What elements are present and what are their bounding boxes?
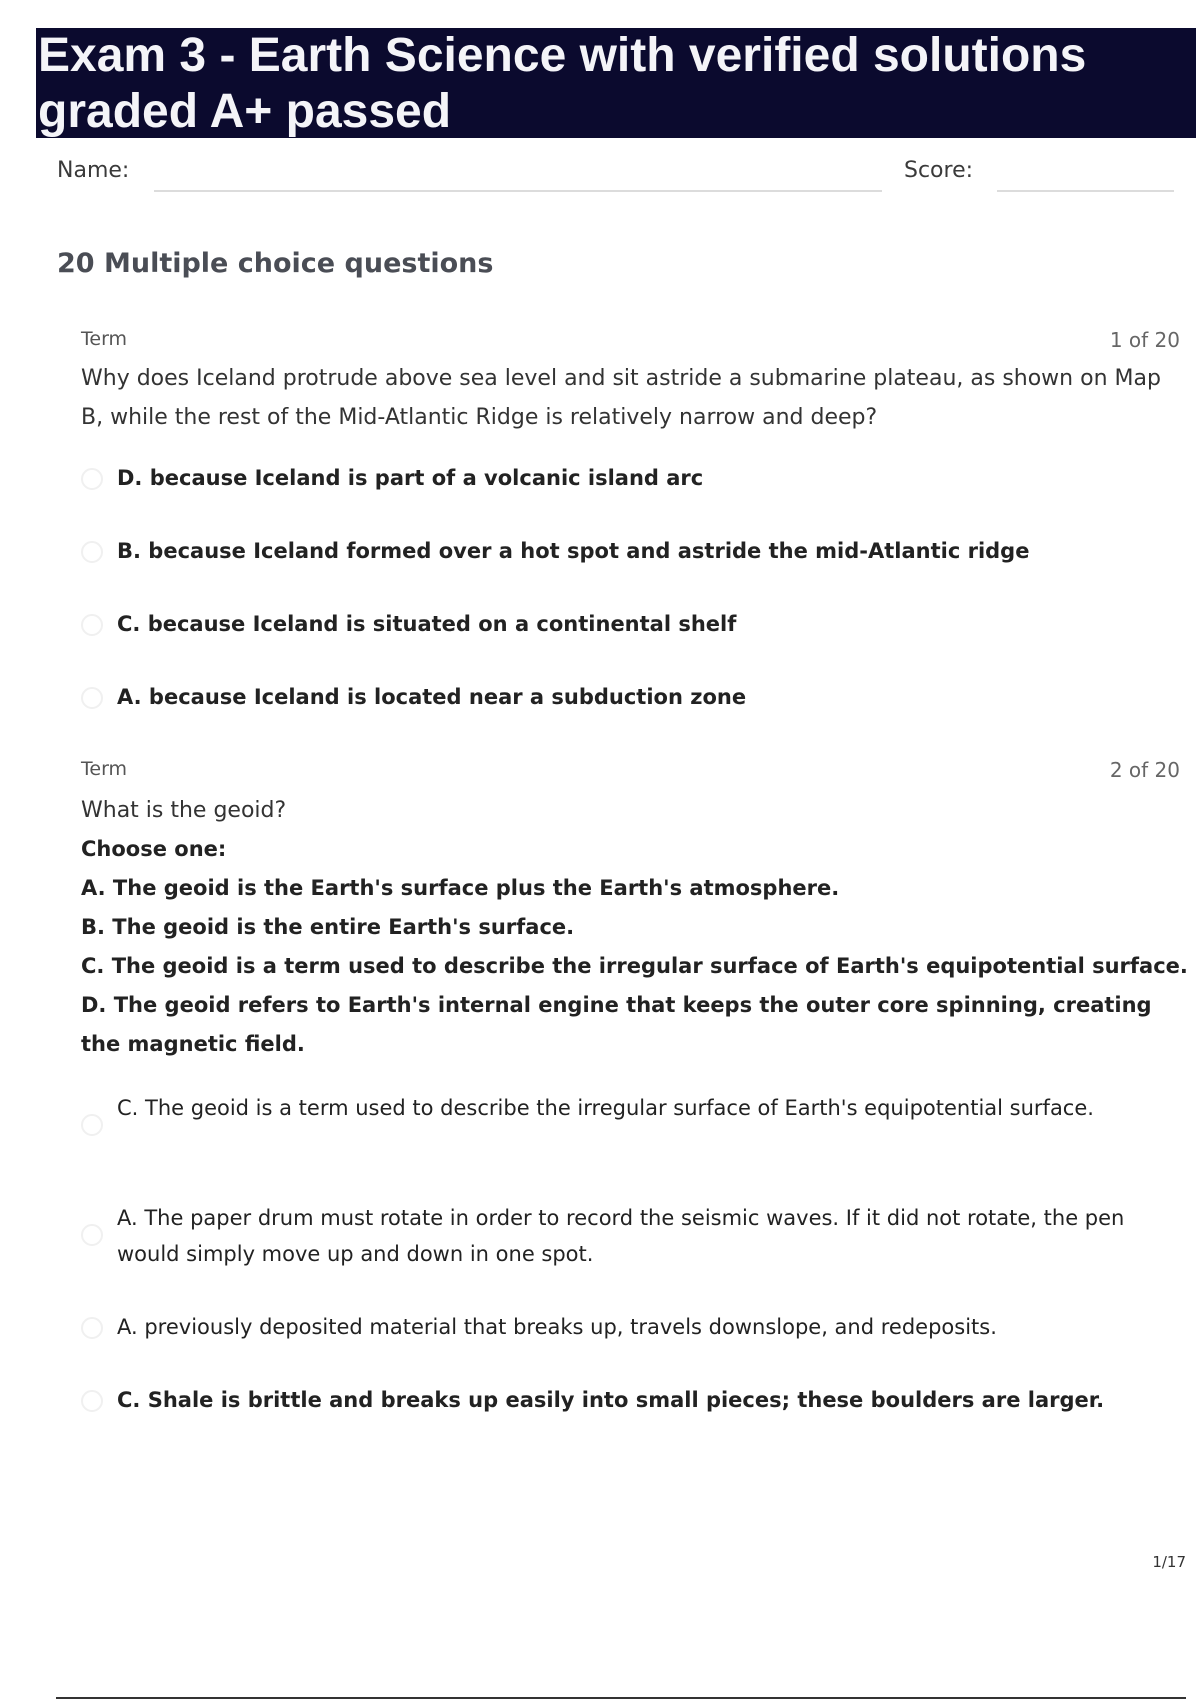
radio-button[interactable] bbox=[81, 614, 103, 636]
question-1-header bbox=[81, 328, 1180, 354]
option-text: A. previously deposited material that breaks up, travels downslope, and redeposits. bbox=[117, 1315, 997, 1339]
option-text: C. because Iceland is situated on a continental shelf bbox=[117, 612, 737, 636]
radio-button[interactable] bbox=[81, 1390, 103, 1412]
question-counter: 1 of 20 bbox=[1109, 328, 1180, 352]
option-text: B. because Iceland formed over a hot spot and astride the mid-Atlantic ridge bbox=[117, 539, 1030, 563]
option-text: C. The geoid is a term used to describe the irregular surface of Earth's equipotential surface. bbox=[117, 1096, 1094, 1120]
question-1-text: Why does Iceland protrude above sea level and sit astride a submarine plateau, as shown on Map B, while the rest of the Mid-Atlantic Ridge is relatively narrow and deep? bbox=[81, 366, 1161, 430]
radio-button[interactable] bbox=[81, 468, 103, 490]
option-text: A. The paper drum must rotate in order to record the seismic waves. If it did not rotate, the pen would simply move up and down in one spot. bbox=[117, 1206, 1125, 1266]
radio-button[interactable] bbox=[81, 1114, 103, 1136]
radio-button[interactable] bbox=[81, 1224, 103, 1246]
bottom-divider bbox=[56, 1697, 1186, 1699]
score-field[interactable] bbox=[997, 190, 1174, 192]
question-2-text: What is the geoid? bbox=[81, 798, 287, 823]
option-text: D. because Iceland is part of a volcanic island arc bbox=[117, 466, 704, 490]
section-title: 20 Multiple choice questions bbox=[57, 248, 494, 279]
choice-line: C. The geoid is a term used to describe the irregular surface of Earth's equipotential surface. bbox=[81, 954, 1188, 978]
title-banner bbox=[36, 28, 1196, 138]
name-label: Name: bbox=[57, 158, 130, 183]
radio-button[interactable] bbox=[81, 541, 103, 563]
score-label: Score: bbox=[904, 158, 974, 183]
choice-line: B. The geoid is the entire Earth's surface. bbox=[81, 915, 575, 939]
radio-button[interactable] bbox=[81, 687, 103, 709]
name-field[interactable] bbox=[154, 190, 882, 192]
term-label: Term bbox=[81, 758, 128, 780]
document-title: Exam 3 - Earth Science with verified solutions graded A+ passed bbox=[38, 29, 1087, 138]
name-score-row bbox=[57, 158, 1186, 198]
page-number: 1/17 bbox=[1152, 1553, 1186, 1571]
option-text: C. Shale is brittle and breaks up easily into small pieces; these boulders are larger. bbox=[117, 1388, 1105, 1412]
question-2-header bbox=[81, 758, 1180, 784]
option-text: A. because Iceland is located near a subduction zone bbox=[117, 685, 747, 709]
term-label: Term bbox=[81, 328, 128, 350]
choose-one-label: Choose one: bbox=[81, 837, 227, 861]
question-counter: 2 of 20 bbox=[1109, 758, 1180, 782]
choice-line: D. The geoid refers to Earth's internal engine that keeps the outer core spinning, creating the magnetic field. bbox=[81, 993, 1152, 1056]
radio-button[interactable] bbox=[81, 1317, 103, 1339]
choice-line: A. The geoid is the Earth's surface plus the Earth's atmosphere. bbox=[81, 876, 840, 900]
